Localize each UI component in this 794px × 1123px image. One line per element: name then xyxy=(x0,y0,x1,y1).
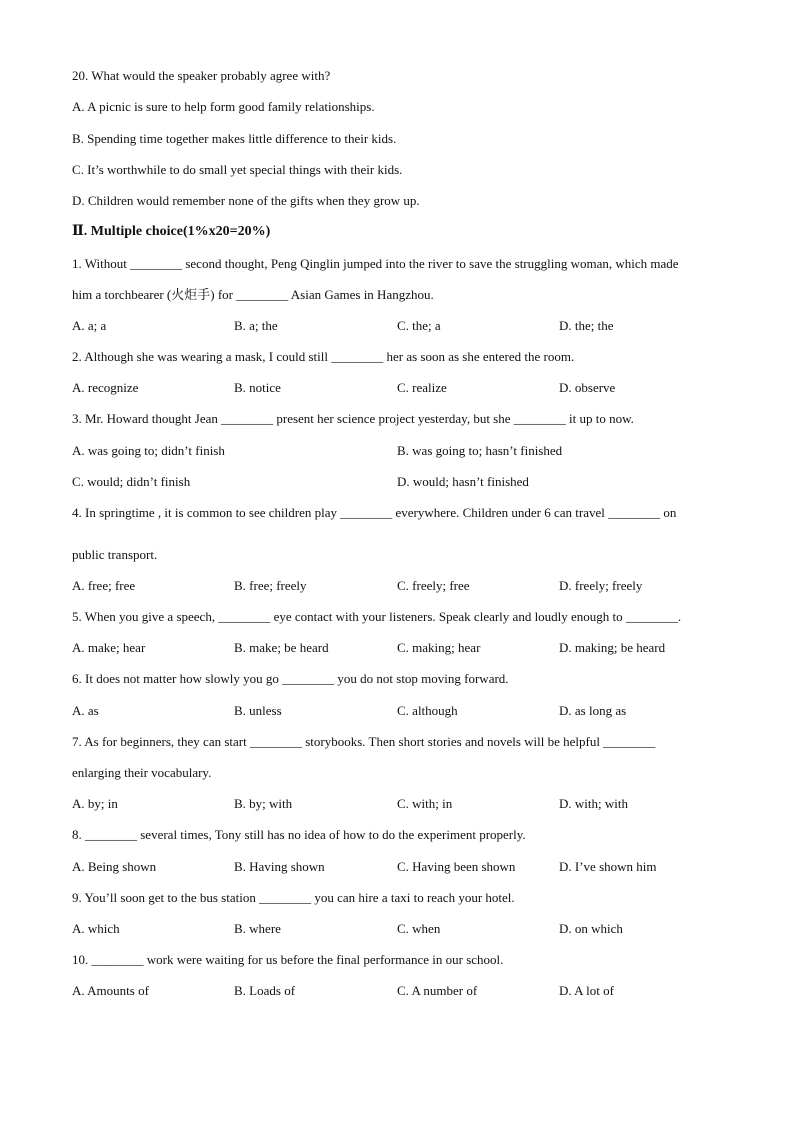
q3-option-a: A. was going to; didn’t finish xyxy=(72,443,225,458)
q8-option-d: D. I’ve shown him xyxy=(559,859,657,874)
q6-option-b: B. unless xyxy=(234,703,282,718)
q6-option-a: A. as xyxy=(72,703,99,718)
q7-option-a: A. by; in xyxy=(72,796,118,811)
q3-option-c: C. would; didn’t finish xyxy=(72,474,191,489)
q2-option-a: A. recognize xyxy=(72,380,139,395)
q10-option-d: D. A lot of xyxy=(559,983,614,998)
q5-option-d: D. making; be heard xyxy=(559,640,666,655)
q5-stem: 5. When you give a speech, ________ eye contact with your listeners. Speak clearly and loudly enough to ________. xyxy=(72,609,682,624)
q10-option-c: C. A number of xyxy=(397,983,478,998)
q2-stem: 2. Although she was wearing a mask, I could still ________ her as soon as she entered the room. xyxy=(72,349,575,364)
q6-option-d: D. as long as xyxy=(559,703,627,718)
section-heading: Ⅱ. Multiple choice(1%x20=20%) xyxy=(72,224,271,239)
q4-option-a: A. free; free xyxy=(72,578,136,593)
q1-option-d: D. the; the xyxy=(559,318,614,333)
q4-option-b: B. free; freely xyxy=(234,578,307,593)
q5-option-c: C. making; hear xyxy=(397,640,481,655)
q10-option-a: A. Amounts of xyxy=(72,983,149,998)
q3-stem: 3. Mr. Howard thought Jean ________ present her science project yesterday, but she ________ it up to now. xyxy=(72,411,634,426)
q10-option-b: B. Loads of xyxy=(234,983,296,998)
q1-option-a: A. a; a xyxy=(72,318,107,333)
q4-option-c: C. freely; free xyxy=(397,578,470,593)
q1-stem-line2: him a torchbearer (火炬手) for ________ Asian Games in Hangzhou. xyxy=(72,287,434,302)
q1-stem-line1: 1. Without ________ second thought, Peng Qinglin jumped into the river to save the struggling woman, which made xyxy=(72,256,679,271)
q7-option-c: C. with; in xyxy=(397,796,453,811)
q7-stem-line2: enlarging their vocabulary. xyxy=(72,765,212,780)
q20-option-a: A. A picnic is sure to help form good family relationships. xyxy=(72,99,375,114)
q7-stem-line1: 7. As for beginners, they can start ________ storybooks. Then short stories and novels will be helpful ________ xyxy=(72,734,656,749)
q1-option-b: B. a; the xyxy=(234,318,278,333)
q4-option-d: D. freely; freely xyxy=(559,578,643,593)
q6-stem: 6. It does not matter how slowly you go ________ you do not stop moving forward. xyxy=(72,671,509,686)
q20-option-b: B. Spending time together makes little difference to their kids. xyxy=(72,131,397,146)
q9-option-c: C. when xyxy=(397,921,441,936)
q10-stem: 10. ________ work were waiting for us before the final performance in our school. xyxy=(72,952,504,967)
q8-option-b: B. Having shown xyxy=(234,859,325,874)
q20-option-c: C. It’s worthwhile to do small yet special things with their kids. xyxy=(72,162,403,177)
q8-stem: 8. ________ several times, Tony still has no idea of how to do the experiment properly. xyxy=(72,827,526,842)
q8-option-a: A. Being shown xyxy=(72,859,157,874)
q9-option-d: D. on which xyxy=(559,921,623,936)
q7-option-b: B. by; with xyxy=(234,796,293,811)
q3-option-b: B. was going to; hasn’t finished xyxy=(397,443,563,458)
q2-option-c: C. realize xyxy=(397,380,447,395)
q20-option-d: D. Children would remember none of the gifts when they grow up. xyxy=(72,193,420,208)
q5-option-a: A. make; hear xyxy=(72,640,146,655)
q9-option-b: B. where xyxy=(234,921,281,936)
q20-stem: 20. What would the speaker probably agree with? xyxy=(72,68,331,83)
q2-option-b: B. notice xyxy=(234,380,281,395)
q1-option-c: C. the; a xyxy=(397,318,441,333)
q9-option-a: A. which xyxy=(72,921,120,936)
q5-option-b: B. make; be heard xyxy=(234,640,329,655)
q6-option-c: C. although xyxy=(397,703,458,718)
q9-stem: 9. You’ll soon get to the bus station ________ you can hire a taxi to reach your hotel. xyxy=(72,890,515,905)
q7-option-d: D. with; with xyxy=(559,796,628,811)
q4-stem-line1: 4. In springtime , it is common to see children play ________ everywhere. Children under 6 can travel ________ on xyxy=(72,505,677,520)
q3-option-d: D. would; hasn’t finished xyxy=(397,474,529,489)
q2-option-d: D. observe xyxy=(559,380,616,395)
q8-option-c: C. Having been shown xyxy=(397,859,516,874)
q4-stem-line2: public transport. xyxy=(72,547,158,562)
